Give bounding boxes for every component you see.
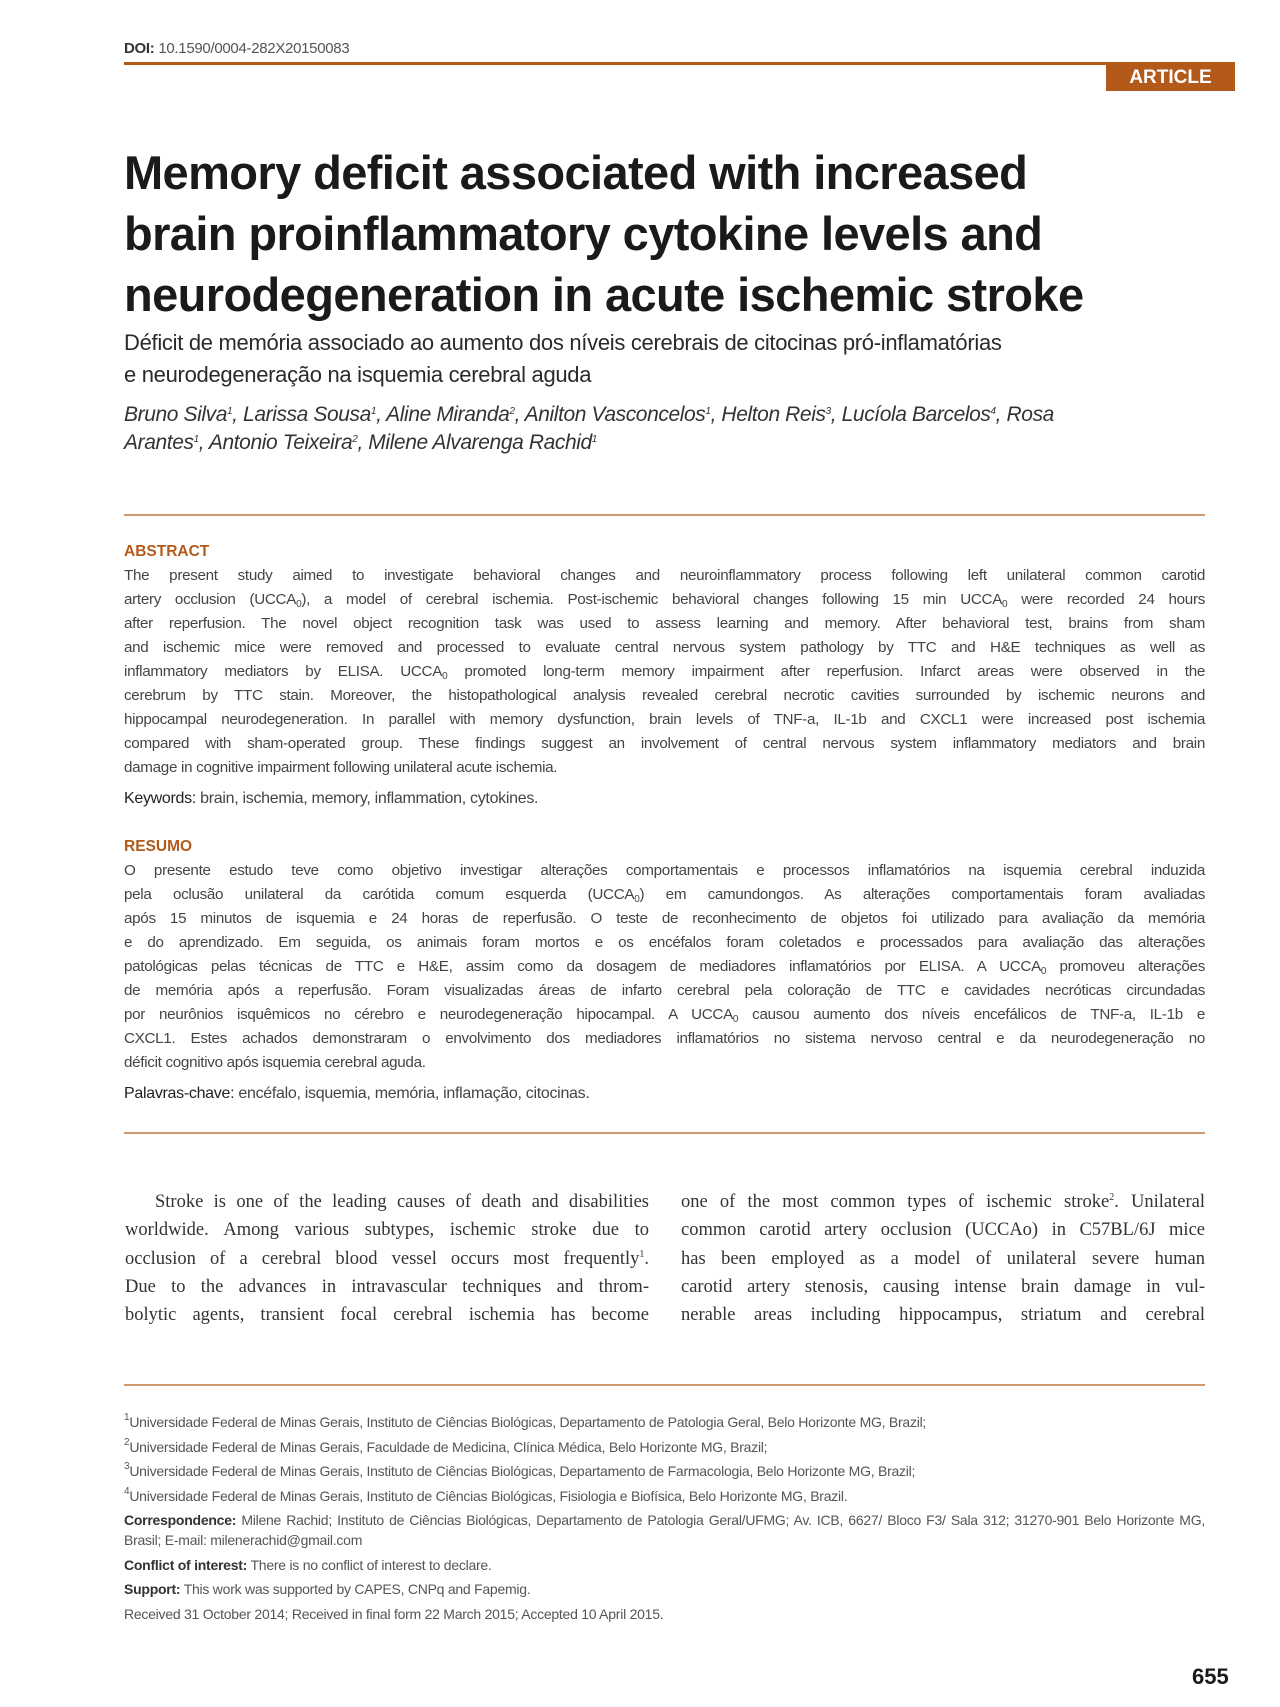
text-line: CXCL1. Estes achados demonstraram o envolvimento dos mediadores inflamatórios no sistema nervoso central e da neurodegeneração no [124, 1030, 1205, 1047]
doi [124, 40, 349, 57]
text-line: O presente estudo teve como objetivo investigar alterações comportamentais e processos inflamatórios na isquemia cerebral induzida [124, 862, 1205, 879]
affiliation-3 [124, 1461, 1205, 1481]
affiliation-marker: 3 [124, 1461, 130, 1472]
text-line: bolytic agents, transient focal cerebral ischemia has become [125, 1305, 649, 1326]
affiliation-marker: 1 [705, 406, 711, 417]
article-badge: ARTICLE [1106, 64, 1235, 91]
resumo-text [124, 859, 1205, 1075]
affiliation-marker: 2 [124, 1436, 130, 1448]
text-line: déficit cognitivo após isquemia cerebral aguda. [124, 1054, 426, 1071]
article-title [124, 142, 1224, 325]
support-label: Support: [124, 1581, 181, 1597]
title-line: Memory deficit associated with increased [124, 146, 1028, 199]
text-line: one of the most common types of ischemic stroke$^2$. Unilateral [681, 1192, 1205, 1212]
body-column-left [125, 1188, 649, 1329]
subscript: 0 [296, 599, 302, 610]
subscript: 0 [442, 671, 448, 682]
affiliation-marker: 1 [370, 406, 377, 417]
text-line: nerable areas including hippocampus, striatum and cerebral [681, 1305, 1205, 1326]
affiliation-marker: 3 [825, 406, 831, 417]
text-line: and ischemic mice were removed and processed to evaluate central nervous system pathology by TTC and H&E techniques as well as [124, 639, 1205, 656]
affiliation-marker: 1 [193, 434, 199, 445]
affiliation-2 [124, 1437, 1205, 1457]
text-line: carotid artery stenosis, causing intense brain damage in vul- [681, 1276, 1205, 1297]
affiliation-marker: 1 [227, 406, 233, 417]
text-line: The present study aimed to investigate behavioral changes and neuroinflammatory process following left unilateral common carotid [124, 567, 1205, 584]
author-list [124, 401, 1224, 457]
correspondence-label: Correspondence: [124, 1512, 237, 1528]
text-line: after reperfusion. The novel object recognition task was used to assess learning and memory. After behavioral test, brains from sham [124, 615, 1205, 632]
text-line: cerebrum by TTC stain. Moreover, the histopathological analysis revealed cerebral necrotic cavities surrounded by ischemic neurons and [124, 687, 1205, 704]
subtitle-line: e neurodegeneração na isquemia cerebral aguda [124, 362, 592, 387]
text-line: pela oclusão unilateral da carótida comum esquerda $(UCCA_0)$ em camundongos. As alterações comportamentais foram avaliadas [124, 886, 1205, 905]
text-line: por neurônios isquêmicos no cérebro e neurodegeneração hipocampal. A $UCCA_0$ causou aumento dos níveis encefálicos de TNF-a, IL-1b e [124, 1006, 1205, 1025]
affiliation-1 [124, 1412, 1205, 1432]
text-line: inflammatory mediators by ELISA. $UCCA_0$ promoted long-term memory impairment after reperfusion. Infarct areas were observed in the [124, 663, 1205, 682]
subscript: 0 [634, 894, 640, 905]
abstract-text [124, 564, 1205, 780]
text-line: worldwide. Among various subtypes, ischemic stroke due to [125, 1220, 649, 1241]
title-line: brain proinflammatory cytokine levels and [124, 207, 1043, 260]
subscript: 0 [732, 1014, 739, 1025]
affiliation-marker: 1 [639, 1248, 645, 1260]
affiliation-marker: 2 [509, 406, 515, 417]
conflict-label: Conflict of interest: [124, 1556, 248, 1573]
affiliation-marker: 4 [124, 1485, 130, 1497]
divider [124, 1384, 1205, 1386]
text-line: common carotid artery occlusion (UCCAo) in C57BL/6J mice [681, 1220, 1205, 1241]
palavras-chave-value: encéfalo, isquemia, memória, inflamação, citocinas. [238, 1085, 590, 1102]
affiliation-marker: 2 [352, 434, 358, 445]
text-line: Due to the advances in intravascular techniques and throm- [125, 1276, 649, 1297]
keywords [124, 790, 538, 808]
divider [124, 1132, 1205, 1134]
correspondence [124, 1510, 1205, 1550]
article-subtitle [124, 327, 1224, 391]
text-line: de memória após a reperfusão. Foram visualizadas áreas de infarto cerebral pela coloração de TTC e cavidades necróticas circundadas [124, 982, 1205, 999]
text-line: has been employed as a model of unilateral severe human [681, 1248, 1205, 1269]
keywords-label: Keywords: [124, 790, 196, 807]
text-line: occlusion of a cerebral blood vessel occurs most frequently$^1$. [125, 1248, 649, 1269]
text-line: hippocampal neurodegeneration. In parallel with memory dysfunction, brain levels of TNF-a, IL-1b and CXCL1 were increased post ischemia [124, 711, 1205, 728]
text-line: damage in cognitive impairment following unilateral acute ischemia. [124, 759, 558, 776]
affiliation-text: Universidade Federal de Minas Gerais, Instituto de Ciências Biológicas, Fisiologia e Biofísica, Belo Horizonte MG, Brazil. [129, 1487, 848, 1504]
text-line: e do aprendizado. Em seguida, os animais foram mortos e os encéfalos foram coletados e processados para avaliação das alterações [124, 934, 1205, 951]
support [124, 1579, 1205, 1599]
page-number: 655 [1192, 1664, 1229, 1689]
header-rule [124, 62, 1235, 65]
resumo-heading: RESUMO [124, 838, 193, 855]
doi-value[interactable]: 10.1590/0004-282X20150083 [158, 40, 350, 57]
affiliation-marker: 4 [990, 406, 996, 417]
text-line: artery occlusion $(UCCA_0)$, a model of cerebral ischemia. Post-ischemic behavioral changes following 15 $\min UCCA_0$ were recorded 24 hours [124, 591, 1205, 610]
doi-label: DOI: [124, 40, 155, 57]
affiliation-4 [124, 1486, 1205, 1506]
title-line: neurodegeneration in acute ischemic stroke [124, 268, 1084, 321]
subscript: 0 [1040, 966, 1047, 977]
affiliation-text: Universidade Federal de Minas Gerais, Instituto de Ciências Biológicas, Departamento de Farmacologia, Belo Horizonte MG, Brazil; [129, 1463, 916, 1479]
affiliation-text: Universidade Federal de Minas Gerais, Instituto de Ciências Biológicas, Departamento de Patologia Geral, Belo Horizonte MG, Brazil; [129, 1414, 927, 1430]
text-line: Bruno Silva$^1$, Larissa Sousa$^1$, Aline Miranda$^2$, Anilton Vasconcelos$^1$, Helton Reis$^3$, Lucíola Barcelos$^4$, Rosa [124, 403, 1054, 426]
affiliation-marker: 1 [591, 434, 597, 445]
conflict-text: There is no conflict of interest to declare. [250, 1556, 492, 1573]
affiliation-marker: 2 [1109, 1192, 1115, 1203]
affiliation-marker: 1 [124, 1412, 130, 1423]
conflict-of-interest [124, 1555, 1205, 1575]
body-column-right [681, 1188, 1205, 1329]
correspondence-text: Milene Rachid; Instituto de Ciências Biológicas, Departamento de Patologia Geral/UFMG; Av. ICB, 6627/ Bloco F3/ Sala 312; 31270-901 Belo Horizonte MG, Brasil; E-mail: milenerachid@gmail.com [124, 1512, 1205, 1548]
received-dates: Received 31 October 2014; Received in final form 22 March 2015; Accepted 10 April 2015. [124, 1605, 664, 1622]
text-line: Arantes$^1$, Antonio Teixeira$^2$, Milene Alvarenga Rachid$^1$ [124, 431, 597, 454]
palavras-chave [124, 1085, 589, 1103]
divider [124, 514, 1205, 516]
text-line: patológicas pelas técnicas de TTC e H&E, assim como da dosagem de mediadores inflamatórios por ELISA. A $UCCA_0$ promoveu alterações [124, 958, 1205, 977]
subscript: 0 [1002, 599, 1008, 610]
subtitle-line: Déficit de memória associado ao aumento dos níveis cerebrais de citocinas pró-inflamatórias [124, 330, 1002, 355]
keywords-value: brain, ischemia, memory, inflammation, cytokines. [200, 790, 539, 807]
affiliation-text: Universidade Federal de Minas Gerais, Faculdade de Medicina, Clínica Médica, Belo Horizonte MG, Brazil; [129, 1438, 768, 1455]
text-line: após 15 minutos de isquemia e 24 horas de reperfusão. O teste de reconhecimento de objetos foi utilizado para avaliação da memória [124, 910, 1205, 927]
footnotes [124, 1412, 1205, 1624]
palavras-chave-label: Palavras-chave: [124, 1085, 235, 1102]
text-line: Stroke is one of the leading causes of death and disabilities [155, 1192, 649, 1212]
abstract-heading: ABSTRACT [124, 543, 210, 560]
support-text: This work was supported by CAPES, CNPq and Fapemig. [183, 1581, 531, 1597]
text-line: compared with sham-operated group. These findings suggest an involvement of central nervous system inflammatory mediators and brain [124, 735, 1205, 752]
